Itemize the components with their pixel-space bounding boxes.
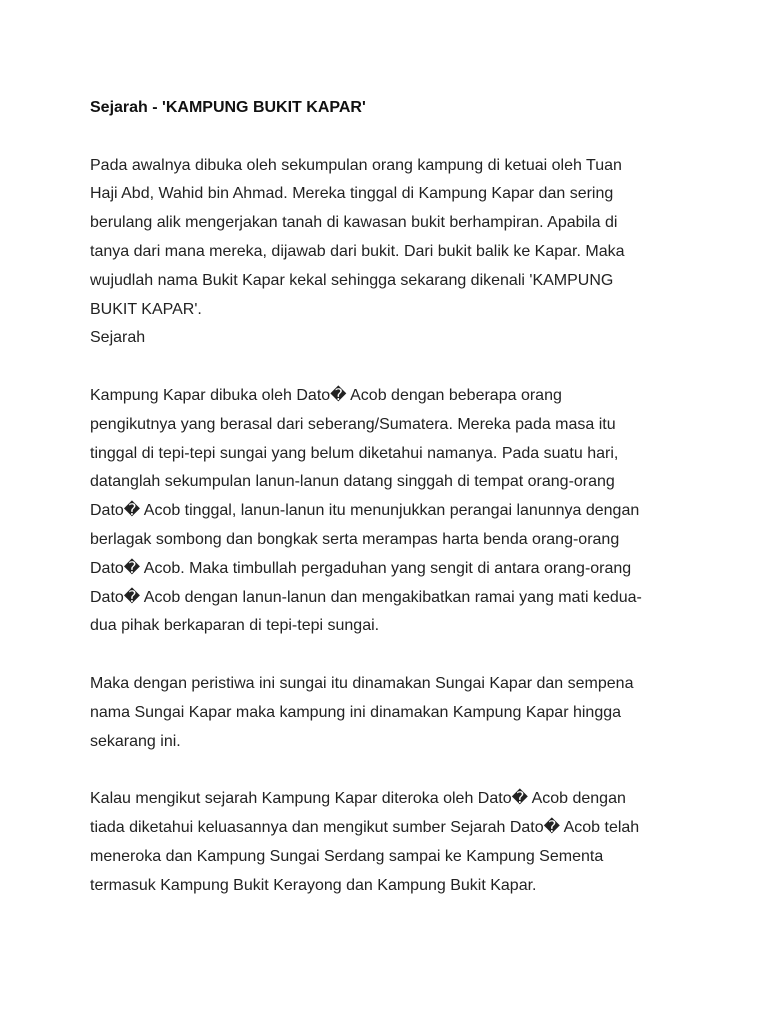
- paragraph-line: Dato� Acob. Maka timbullah pergaduhan yang sengit di antara orang-orang: [90, 559, 632, 577]
- paragraph-line: tiada diketahui keluasannya dan mengikut sumber Sejarah Dato� Acob telah: [90, 818, 640, 836]
- paragraph-gap: [90, 353, 690, 382]
- paragraph-line: berulang alik mengerjakan tanah di kawasan bukit berhampiran. Apabila di: [90, 214, 618, 232]
- paragraph-line: datanglah sekumpulan lanun-lanun datang singgah di tempat orang-orang: [90, 473, 615, 491]
- paragraph-4: [90, 785, 690, 900]
- paragraph-2: [90, 382, 690, 641]
- document-title: Sejarah - 'KAMPUNG BUKIT KAPAR': [90, 99, 366, 116]
- paragraph-line: Dato� Acob dengan lanun-lanun dan mengakibatkan ramai yang mati kedua-: [90, 588, 642, 606]
- paragraph-line: sekarang ini.: [90, 732, 181, 750]
- paragraph-line: BUKIT KAPAR'.: [90, 300, 202, 318]
- paragraph-line: Dato� Acob tinggal, lanun-lanun itu menunjukkan perangai lanunnya dengan: [90, 502, 640, 520]
- paragraph-line: Haji Abd, Wahid bin Ahmad. Mereka tinggal di Kampung Kapar dan sering: [90, 185, 614, 203]
- paragraph-line: nama Sungai Kapar maka kampung ini dinamakan Kampung Kapar hingga: [90, 703, 622, 721]
- paragraph-line: wujudlah nama Bukit Kapar kekal sehingga sekarang dikenali 'KAMPUNG: [90, 271, 614, 289]
- paragraph-line: Kalau mengikut sejarah Kampung Kapar diteroka oleh Dato� Acob dengan: [90, 790, 626, 808]
- paragraph-line: Maka dengan peristiwa ini sungai itu dinamakan Sungai Kapar dan sempena: [90, 674, 634, 692]
- paragraph-gap: [90, 756, 690, 785]
- paragraph-3: [90, 670, 690, 756]
- paragraph-line: pengikutnya yang berasal dari seberang/Sumatera. Mereka pada masa itu: [90, 415, 616, 433]
- paragraph-gap: [90, 123, 690, 152]
- document-body: [90, 94, 690, 900]
- paragraph-line: Sejarah: [90, 329, 146, 347]
- paragraph-1: [90, 152, 690, 354]
- paragraph-line: meneroka dan Kampung Sungai Serdang sampai ke Kampung Sementa: [90, 847, 604, 865]
- paragraph-line: tinggal di tepi-tepi sungai yang belum diketahui namanya. Pada suatu hari,: [90, 444, 619, 462]
- paragraph-line: dua pihak berkaparan di tepi-tepi sungai.: [90, 617, 380, 635]
- paragraph-line: Kampung Kapar dibuka oleh Dato� Acob dengan beberapa orang: [90, 386, 562, 404]
- paragraph-gap: [90, 641, 690, 670]
- paragraph-line: Pada awalnya dibuka oleh sekumpulan orang kampung di ketuai oleh Tuan: [90, 156, 622, 174]
- paragraph-line: berlagak sombong dan bongkak serta merampas harta benda orang-orang: [90, 530, 620, 548]
- paragraph-line: tanya dari mana mereka, dijawab dari bukit. Dari bukit balik ke Kapar. Maka: [90, 242, 625, 260]
- paragraph-line: termasuk Kampung Bukit Kerayong dan Kampung Bukit Kapar.: [90, 876, 537, 894]
